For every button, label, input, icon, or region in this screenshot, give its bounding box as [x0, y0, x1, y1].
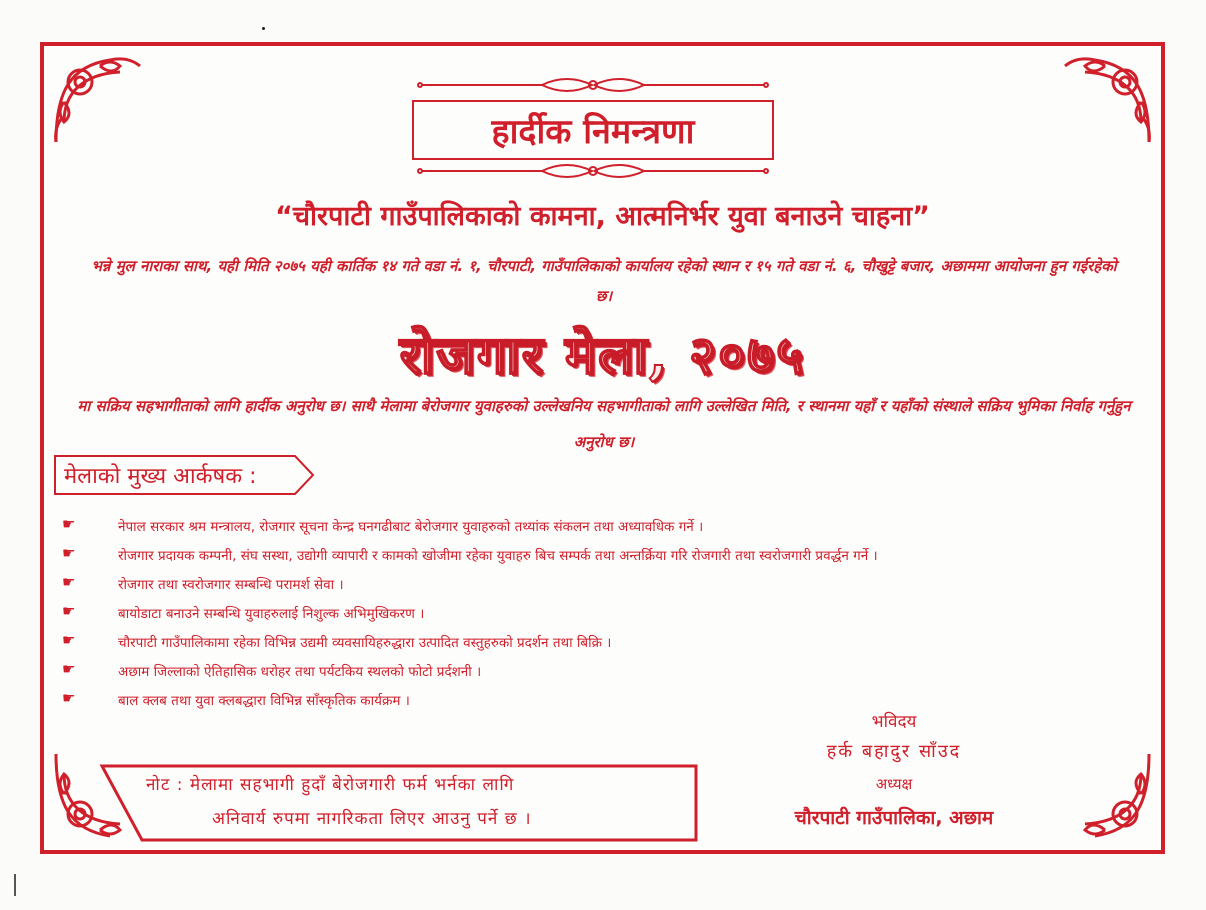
invitation-card: [40, 42, 1165, 854]
title-frame: [412, 100, 774, 160]
corner-ornament-icon: [50, 52, 146, 148]
list-item: [62, 545, 1142, 567]
signature-block: [744, 708, 1044, 832]
title-ornament-icon: [412, 74, 774, 96]
arrow-tab-icon: [275, 455, 315, 495]
pointing-hand-icon: ☛: [62, 602, 76, 620]
list-item-text: अछाम जिल्लाको ऐतिहासिक धरोहर तथा पर्यटकिय स्थलको फोटो प्रर्दशनी ।: [118, 664, 482, 680]
list-item-text: बाल क्लब तथा युवा क्लबद्धारा विभिन्न साँस्कृतिक कार्यक्रम ।: [118, 693, 410, 709]
corner-ornament-icon: [1059, 748, 1155, 844]
pointing-hand-icon: ☛: [62, 689, 76, 707]
scan-speck: [262, 27, 265, 30]
attractions-heading: [54, 456, 315, 494]
note-line-2: अनिवार्य रुपमा नागरिकता लिएर आउनु पर्ने छ ।: [212, 809, 532, 829]
list-item-text: बायोडाटा बनाउने सम्बन्धि युवाहरुलाई निशुल्क अभिमुखिकरण ।: [118, 606, 425, 622]
pointing-hand-icon: ☛: [62, 631, 76, 649]
signature-role: अध्यक्ष: [875, 775, 913, 793]
list-item: [62, 574, 1142, 596]
slogan: “चौरपाटी गाउँपालिकाको कामना, आत्मनिर्भर युवा बनाउने चाहना”: [275, 201, 930, 232]
pointing-hand-icon: ☛: [62, 660, 76, 678]
attractions-heading-label: मेलाको मुख्य आर्कषक :: [54, 455, 275, 495]
list-item: [62, 603, 1142, 625]
pointing-hand-icon: ☛: [62, 544, 76, 562]
scan-mark: [14, 874, 16, 896]
pointing-hand-icon: ☛: [62, 573, 76, 591]
request-text: मा सक्रिय सहभागीताको लागि हार्दीक अनुरोध छ। साथै मेलामा बेरोजगार युवाहरुको उल्लेखनिय सहभागीताको लागि उल्लेखित मिति, र स्थानमा यहाँ र यहाँको संस्थाले सक्रिय भुमिका निर्वाह गर्नुहुन अनुरोध छ।: [77, 397, 1131, 451]
list-item: [62, 516, 1142, 538]
list-item-text: रोजगार तथा स्वरोजगार सम्बन्धि परामर्श सेवा ।: [118, 577, 344, 593]
event-name: रोजगार मेला, २०७५: [399, 325, 806, 386]
list-item-text: रोजगार प्रदायक कम्पनी, संघ सस्था, उद्योगी व्यापारी र कामको खोजीमा रहेका युवाहरु बिच सम्पर्क तथा अन्तर्क्रिया गरि रोजगारी तथा स्वरोजगारी प्रवर्द्धन गर्ने ।: [118, 548, 878, 564]
signature-office: चौरपाटी गाउँपालिका, अछाम: [794, 807, 994, 829]
title-box: [412, 74, 774, 182]
note-line-1: नोट : मेलामा सहभागी हुदाँ बेरोजगारी फर्म भर्नका लागि: [146, 775, 515, 795]
list-item-text: नेपाल सरकार श्रम मन्त्रालय, रोजगार सूचना केन्द्र घनगढीबाट बेरोजगार युवाहरुको तथ्यांक संकलन तथा अध्यावधिक गर्ने ।: [118, 519, 704, 535]
list-item: [62, 661, 1142, 683]
title-ornament-icon: [412, 160, 774, 182]
list-item-text: चौरपाटी गाउँपालिकामा रहेका विभिन्न उद्यमी व्यवसायिहरुद्धारा उत्पादित वस्तुहरुको प्रदर्शन तथा बिक्रि ।: [118, 635, 612, 651]
signature-name: हर्क बहादुर साँउद: [826, 741, 962, 762]
note-box: [92, 764, 704, 842]
intro-text: भन्ने मुल नाराका साथ, यही मिति २०७५ यही कार्तिक १४ गते वडा नं. १, चौरपाटी, गाउँपालिकाको कार्यालय रहेको स्थान र १५ गते वडा नं. ६, चौखुट्टे बजार, अछाममा आयोजना हुन गईरहेको छ।: [91, 257, 1117, 305]
pointing-hand-icon: ☛: [62, 515, 76, 533]
list-item: [62, 632, 1142, 654]
corner-ornament-icon: [1059, 52, 1155, 148]
page-title: हार्दीक निमन्त्रणा: [491, 112, 695, 152]
attractions-list: [62, 516, 1142, 719]
signature-closing: भविदय: [871, 712, 917, 732]
